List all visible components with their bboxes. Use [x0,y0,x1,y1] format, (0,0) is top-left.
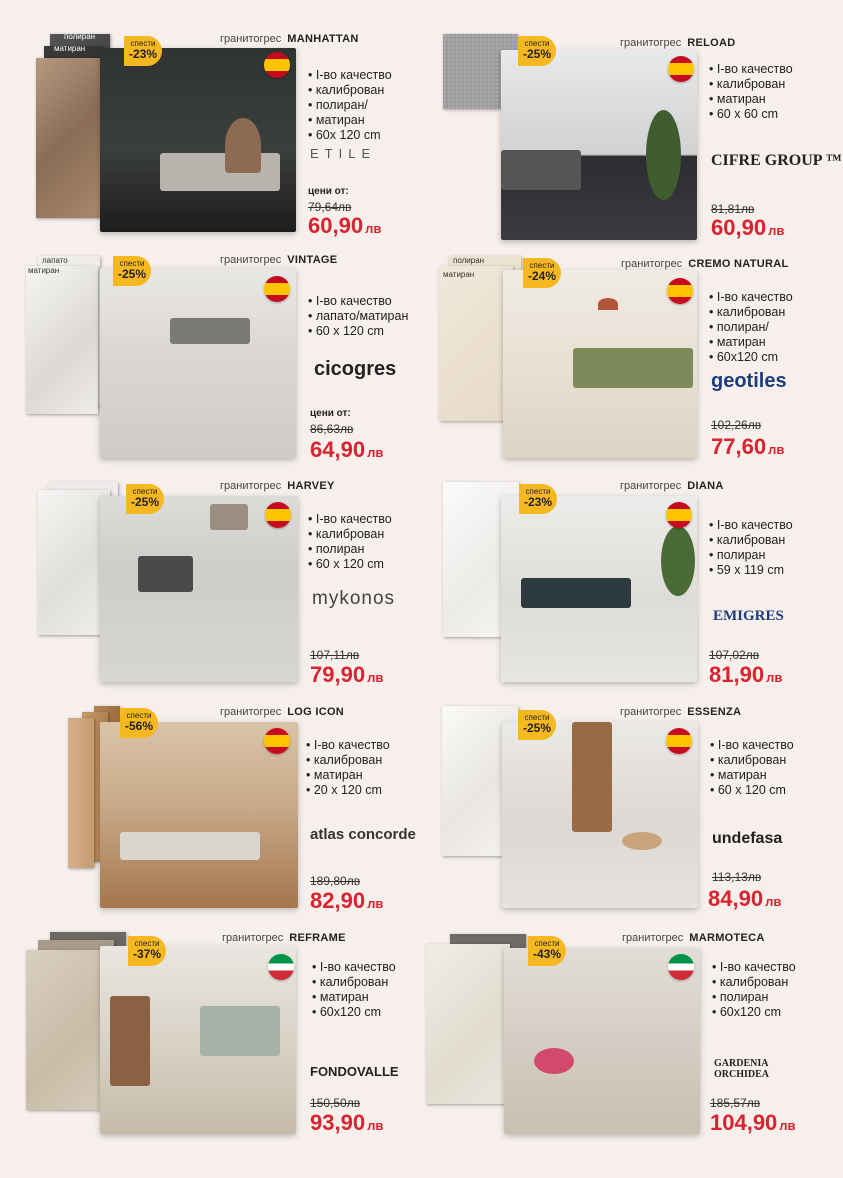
feature-list: • І-во качество • калиброван • полиран/ • матиран • 60х120 cm [709,290,793,365]
product-card-marmoteca[interactable] [424,930,824,1160]
product-header [622,932,765,944]
discount-badge: спести -43% [528,936,566,966]
product-category: гранитогрес [620,706,682,718]
product-header [220,33,359,45]
product-header [620,706,741,718]
product-name: DIANA [687,480,724,492]
brand-logo: CIFRE GROUP ™ [711,152,842,169]
product-header [222,932,346,944]
discount-badge: спести -23% [519,484,557,514]
feature-list: • І-во качество • калиброван • матиран • 60 х 120 cm [710,738,794,798]
product-photo [100,946,296,1134]
new-price: 82,90 лв [310,888,384,913]
spain-flag-icon [668,56,694,82]
product-photo [501,50,697,240]
tile-label: полиран [453,256,485,265]
product-photo [501,496,697,682]
new-price: 60,90 лв [308,213,382,238]
product-header [220,254,337,266]
brand-logo: EMIGRES [713,608,784,624]
italy-flag-icon [668,954,694,980]
tile-sample [426,944,510,1104]
product-category: гранитогрес [620,37,682,49]
spain-flag-icon [666,728,692,754]
discount-badge: спести -25% [126,484,164,514]
product-card-harvey[interactable] [36,478,436,708]
discount-badge: спести -25% [113,256,151,286]
product-category: гранитогрес [220,254,282,266]
tile-sample [26,266,98,414]
tile-sample [26,950,102,1110]
product-category: гранитогрес [622,932,684,944]
old-price: 107,11лв [310,648,360,662]
product-header [220,706,344,718]
feature-list: • І-во качество • калиброван • матиран • 60 х 60 cm [709,62,793,122]
spain-flag-icon [666,502,692,528]
spain-flag-icon [264,276,290,302]
new-price: 81,90 лв [709,662,783,687]
product-name: HARVEY [287,480,335,492]
product-name: RELOAD [687,37,736,49]
spain-flag-icon [264,52,290,78]
product-card-reframe[interactable] [24,930,424,1160]
tile-label: полиран [64,32,96,41]
tile-sample [36,58,101,218]
old-price: 185,57лв [710,1096,761,1110]
old-price: 189,80лв [310,874,361,888]
product-name: ESSENZA [687,706,742,718]
product-photo [100,48,296,232]
old-price: 102,26лв [711,418,762,432]
new-price: 79,90 лв [310,662,384,687]
product-header [621,258,789,270]
product-name: CREMO NATURAL [688,258,789,270]
new-price: 64,90 лв [310,437,384,462]
feature-list: • І-во качество • калиброван • полиран • 60х120 cm [712,960,796,1020]
tile-sample [68,718,94,868]
old-price: 113,13лв [712,870,762,884]
new-price: 77,60 лв [711,434,785,459]
spain-flag-icon [667,278,693,304]
product-card-reload[interactable] [443,32,843,262]
product-category: гранитогрес [620,480,682,492]
brand-logo: ETILE [310,146,377,161]
price-from-label: цени от: [310,408,351,419]
product-name: VINTAGE [287,254,338,266]
product-header [620,480,724,492]
feature-list: • І-во качество • калиброван • матиран • 20 х 120 cm [306,738,390,798]
product-name: LOG ICON [287,706,345,718]
product-name: REFRAME [289,932,346,944]
brand-logo: undefasa [712,830,783,847]
product-card-vintage[interactable] [24,252,424,482]
old-price: 86,63лв [310,422,354,436]
spain-flag-icon [265,502,291,528]
new-price: 84,90 лв [708,886,782,911]
old-price: 79,64лв [308,200,352,214]
product-name: MANHATTAN [287,33,359,45]
tile-label: матиран [28,266,60,275]
brand-logo: geotiles [711,370,787,392]
italy-flag-icon [268,954,294,980]
product-header [220,480,335,492]
brand-logo: atlas concorde [310,826,416,843]
product-card-manhattan[interactable] [28,28,428,258]
product-category: гранитогрес [222,932,284,944]
product-card-log-icon[interactable] [64,704,464,934]
new-price: 60,90 лв [711,215,785,240]
product-photo [503,270,697,458]
feature-list: • І-во качество • лапато/матиран • 60 х 120 cm [308,294,408,339]
spain-flag-icon [264,728,290,754]
product-category: гранитогрес [220,33,282,45]
discount-badge: спести -25% [518,710,556,740]
feature-list: • І-во качество • калиброван • полиран • 60 х 120 cm [308,512,392,572]
discount-badge: спести -25% [518,36,556,66]
product-name: MARMOTECA [689,932,765,944]
brand-logo: mykonos [312,588,396,609]
feature-list: • І-во качество • калиброван • полиран • 59 х 119 cm [709,518,793,578]
product-card-essenza[interactable] [440,704,840,934]
tile-label: матиран [54,44,86,53]
old-price: 150,50лв [310,1096,361,1110]
old-price: 107,02лв [709,648,760,662]
tile-sample [439,266,513,421]
brand-logo: FONDOVALLE [310,1064,399,1079]
product-header [620,37,736,49]
discount-badge: спести -37% [128,936,166,966]
price-from-label: цени от: [308,186,349,197]
product-category: гранитогрес [621,258,683,270]
feature-list: • І-во качество • калиброван • матиран • 60х120 cm [312,960,396,1020]
discount-badge: спести -23% [124,36,162,66]
discount-badge: спести -24% [523,258,561,288]
tile-label: лапато [42,256,68,265]
product-category: гранитогрес [220,706,282,718]
tile-label: матиран [443,270,475,279]
product-card-cremo-natural[interactable] [437,252,837,482]
brand-logo: GARDENIA ORCHIDEA [714,1058,770,1080]
new-price: 104,90 лв [710,1110,796,1135]
new-price: 93,90 лв [310,1110,384,1135]
old-price: 81,81лв [711,202,755,216]
feature-list: • І-во качество • калиброван • полиран/ • матиран • 60х 120 cm [308,68,392,143]
product-category: гранитогрес [220,480,282,492]
discount-badge: спести -56% [120,708,158,738]
brand-logo: cicogres [314,358,397,380]
product-card-diana[interactable] [443,478,843,708]
